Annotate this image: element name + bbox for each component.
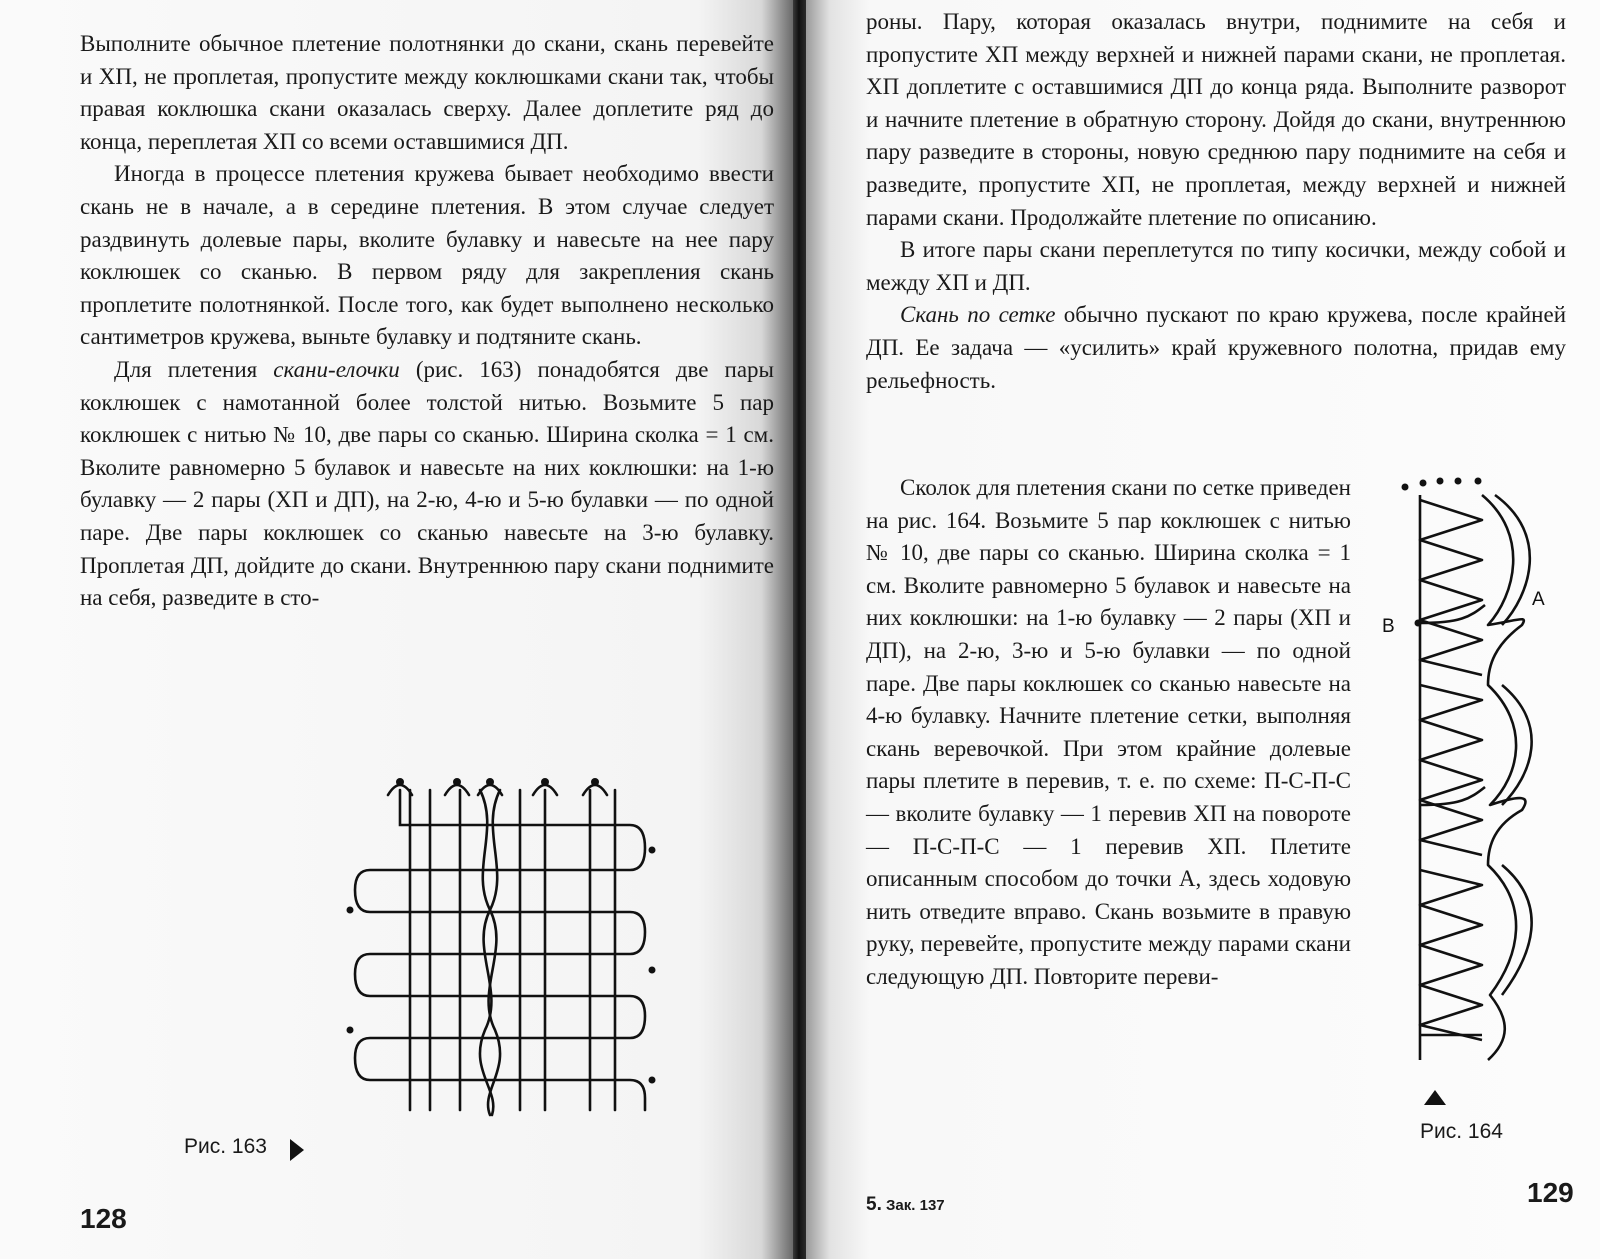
signature-text: Зак. 137 <box>886 1197 945 1214</box>
figure-163-weave-diagram <box>340 770 670 1130</box>
right-page-text-column <box>866 472 1351 994</box>
page-number-left: 128 <box>80 1203 127 1234</box>
right-paragraph-3 <box>866 299 1566 397</box>
right-paragraph-1 <box>866 6 1566 234</box>
italic-term: скани-елочки <box>273 356 400 382</box>
text-segment: Выполните обычное плетение полотнянки до скани, скань перевейте и ХП, не проплетая, пропустите между коклюшками скани так, чтобы правая коклюшка скани оказалась сверху. Далее доплетите ряд до конца, переплетая ХП со всеми оставшимися ДП. <box>80 31 774 154</box>
text-segment: Для плетения <box>114 356 274 382</box>
figure-label-b: В <box>1382 616 1395 637</box>
figure-164-caption: Рис. 164 <box>1420 1120 1503 1143</box>
figure-label-a: А <box>1532 589 1545 610</box>
text-segment: роны. Пару, которая оказалась внутри, поднимите на себя и пропустите ХП между верхней и нижней парами скани, не проплетая. ХП доплетите с оставшимися ДП до конца ряда. Выполните разворот и начните плетение в обратную сторону. Дойдя до скани, внутреннюю пару разведите в стороны, новую среднюю пару поднимите на себя и разведите, пропустите ХП, не проплетая, между верхней и нижней парами скани. Продолжайте плетение по описанию. <box>866 9 1566 230</box>
text-segment: В итоге пары скани переплетутся по типу косички, между собой и между ХП и ДП. <box>866 237 1566 295</box>
left-page-text <box>80 28 774 615</box>
book-gutter <box>793 0 806 1259</box>
left-paragraph-1 <box>80 28 774 158</box>
left-paragraph-3 <box>80 354 774 615</box>
print-signature <box>866 1194 945 1216</box>
figure-164-lace-pattern <box>1370 475 1570 1065</box>
italic-term: Скань по сетке <box>900 302 1056 328</box>
text-segment: Сколок для плетения скани по сетке приведен на рис. 164. Возьмите 5 пар коклюшек с нитью № 10, две пары со сканью. Ширина сколка = 1 см. Вколите равномерно 5 булавок и навесьте на них коклюшки: на 1-ю булавку — 2 пары (ХП и ДП), на 2-ю, 3-ю и 5-ю булавки — по одной паре. Две пары коклюшек со сканью навесьте на 4-ю булавку. Начните плетение сетки, выполняя скань веревочкой. При этом крайние долевые пары плетите в перевив, т. е. по схеме: П-С-П-С — вколите булавку — 1 перевив ХП на повороте — П-С-П-С — 1 перевив ХП. Плетите описанным способом до точки А, здесь ходовую нить отведите вправо. Скань возьмите в правую руку, перевейте, пропустите между парами скани следующую ДП. Повторите переви- <box>866 475 1351 989</box>
signature-number: 5. <box>866 1194 882 1215</box>
text-segment: Иногда в процессе плетения кружева бывает необходимо ввести скань не в начале, а в середине плетения. В этом случае следует раздвинуть долевые пары, вколите булавку и навесьте на нее пару коклюшек со сканью. В первом ряду для закрепления скань проплетите полотнянкой. После того, как будет выполнено несколько сантиметров кружева, выньте булавку и подтяните скань. <box>80 161 774 350</box>
left-paragraph-2 <box>80 158 774 354</box>
text-segment: (рис. 163) понадобятся две пары коклюшек с намотанной более толстой нитью. Возьмите 5 пар коклюшек с нитью № 10, две пары со сканью. Ширина сколка = 1 см. Вколите равномерно 5 булавок и навесьте на них коклюшки: на 1-ю булавку — 2 пары (ХП и ДП), на 2-ю, 4-ю и 5-ю булавки — по одной паре. Две пары коклюшек со сканью навесьте на 3-ю булавку. Проплетая ДП, дойдите до скани. Внутреннюю пару скани поднимите на себя, разведите в сто- <box>80 356 774 611</box>
right-page-text-top <box>866 6 1566 397</box>
figure-163-caption: Рис. 163 <box>184 1135 267 1158</box>
right-paragraph-4 <box>866 472 1351 994</box>
right-paragraph-2 <box>866 234 1566 299</box>
page-number-right: 129 <box>1527 1177 1574 1208</box>
text-segment: обычно пускают по краю кружева, после крайней ДП. Ее задача — «усилить» край кружевного полотна, придав ему рельефность. <box>866 302 1567 393</box>
arrow-right-icon <box>290 1139 304 1161</box>
arrow-up-icon <box>1424 1090 1446 1105</box>
